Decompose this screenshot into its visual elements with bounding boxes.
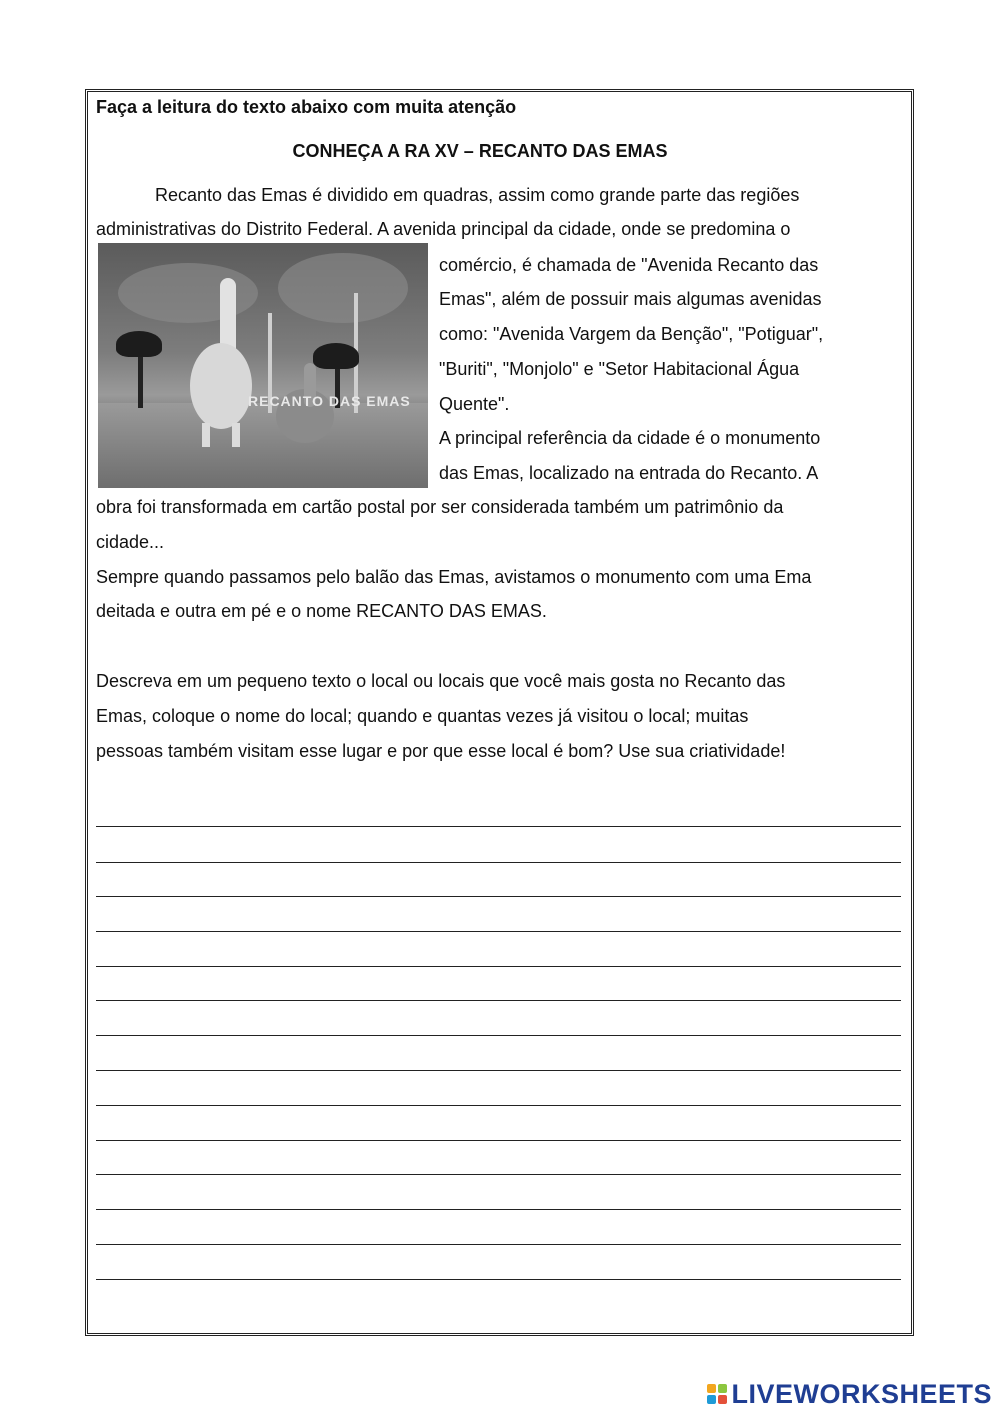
liveworksheets-logo-icon	[707, 1384, 727, 1404]
logo-square	[707, 1384, 716, 1393]
answer-line[interactable]	[96, 826, 901, 827]
logo-square	[707, 1395, 716, 1404]
text-line: A principal referência da cidade é o monumento	[439, 428, 821, 448]
liveworksheets-logo[interactable]	[707, 1378, 992, 1410]
text-line: Recanto das Emas é dividido em quadras, assim como grande parte das regiões	[155, 185, 800, 205]
worksheet-title: CONHEÇA A RA XV – RECANTO DAS EMAS	[292, 141, 668, 161]
answer-line[interactable]	[96, 1244, 901, 1245]
answer-line[interactable]	[96, 1000, 901, 1001]
question-line: Emas, coloque o nome do local; quando e quantas vezes já visitou o local; muitas	[96, 706, 749, 726]
text-line: administrativas do Distrito Federal. A avenida principal da cidade, onde se predomina o	[96, 219, 791, 239]
text-line: das Emas, localizado na entrada do Recanto. A	[439, 463, 819, 483]
text-line: como: "Avenida Vargem da Benção", "Potiguar",	[439, 324, 824, 344]
logo-square	[718, 1395, 727, 1404]
answer-line[interactable]	[96, 1035, 901, 1036]
text-line: deitada e outra em pé e o nome RECANTO DAS EMAS.	[96, 601, 547, 621]
photo-sign: RECANTO DAS EMAS	[248, 393, 411, 409]
text-line: "Buriti", "Monjolo" e "Setor Habitacional Água	[439, 359, 800, 379]
text-line: Emas", além de possuir mais algumas avenidas	[439, 289, 822, 309]
answer-line[interactable]	[96, 896, 901, 897]
text-line: obra foi transformada em cartão postal por ser considerada também um patrimônio da	[96, 497, 784, 517]
answer-line[interactable]	[96, 1174, 901, 1175]
instruction-text: Faça a leitura do texto abaixo com muita atenção	[96, 97, 517, 117]
answer-line[interactable]	[96, 1140, 901, 1141]
text-line: cidade...	[96, 532, 165, 552]
logo-text: LIVEWORKSHEETS	[731, 1378, 992, 1409]
question-line: Descreva em um pequeno texto o local ou locais que você mais gosta no Recanto das	[96, 671, 786, 691]
answer-line[interactable]	[96, 1209, 901, 1210]
answer-line[interactable]	[96, 1105, 901, 1106]
monument-photo	[98, 243, 428, 488]
answer-line[interactable]	[96, 1279, 901, 1280]
text-line: Sempre quando passamos pelo balão das Emas, avistamos o monumento com uma Ema	[96, 567, 812, 587]
answer-line[interactable]	[96, 931, 901, 932]
text-line: comércio, é chamada de "Avenida Recanto das	[439, 255, 819, 275]
question-line: pessoas também visitam esse lugar e por que esse local é bom? Use sua criatividade!	[96, 741, 786, 761]
logo-square	[718, 1384, 727, 1393]
text-line: Quente".	[439, 394, 510, 414]
answer-line[interactable]	[96, 1070, 901, 1071]
answer-line[interactable]	[96, 966, 901, 967]
answer-line[interactable]	[96, 862, 901, 863]
